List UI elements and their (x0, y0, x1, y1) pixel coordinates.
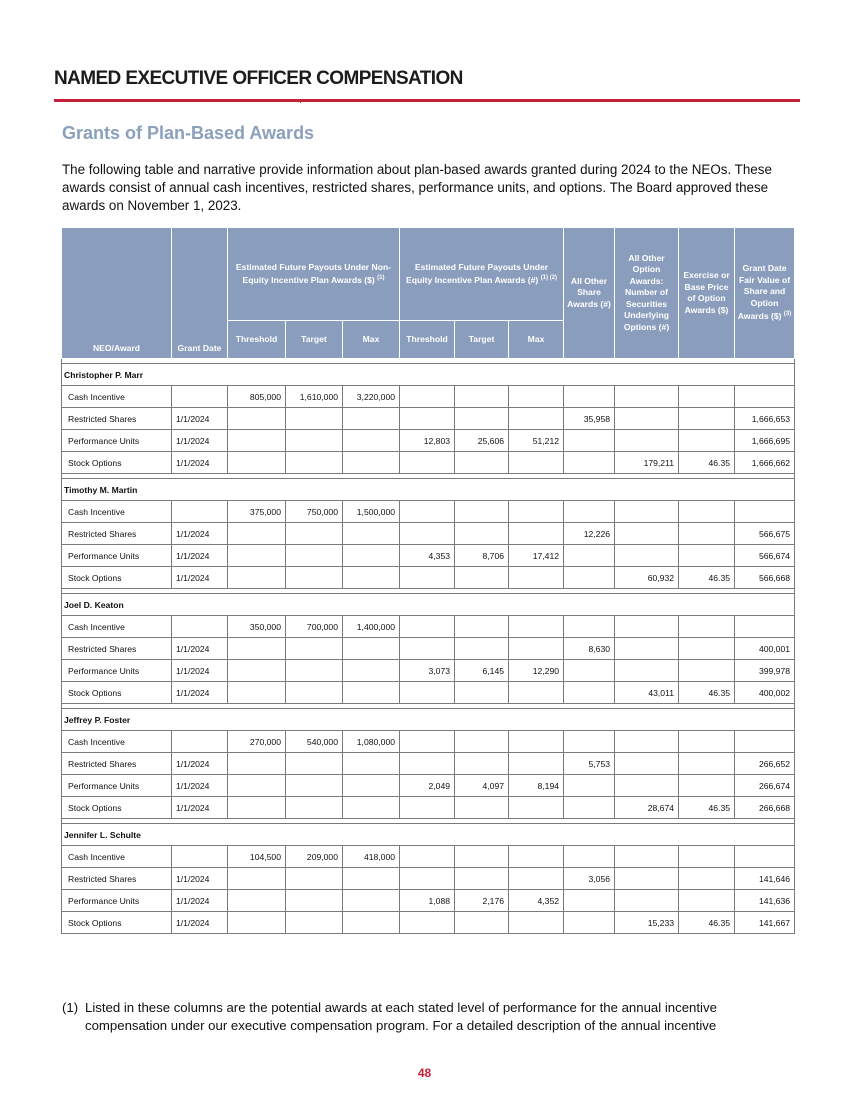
footnote-number: (1) (62, 1000, 79, 1015)
share-awards-cell (564, 775, 615, 797)
exercise-price-cell: 46.35 (679, 912, 735, 934)
table-row (62, 386, 795, 408)
fair-value-cell: 400,002 (735, 682, 795, 704)
ne-target-cell (286, 682, 343, 704)
e-target-cell (455, 523, 509, 545)
table-row (62, 452, 795, 474)
ne-threshold-cell (228, 912, 286, 934)
table-row (62, 430, 795, 452)
option-awards-cell (615, 753, 679, 775)
ne-max-cell (343, 868, 400, 890)
ne-max-cell (343, 912, 400, 934)
option-awards-cell (615, 430, 679, 452)
executive-name: Jeffrey P. Foster (62, 709, 795, 731)
ne-target-cell (286, 912, 343, 934)
e-target-cell (455, 753, 509, 775)
executive-name: Timothy M. Martin (62, 479, 795, 501)
fair-value-cell: 1,666,695 (735, 430, 795, 452)
table-row (62, 567, 795, 589)
table-row (62, 846, 795, 868)
award-cell: Performance Units (62, 775, 172, 797)
ne-threshold-cell (228, 452, 286, 474)
ne-threshold-cell: 104,500 (228, 846, 286, 868)
e-target-cell: 2,176 (455, 890, 509, 912)
ne-target-cell: 700,000 (286, 616, 343, 638)
e-threshold-cell (400, 523, 455, 545)
exercise-price-cell (679, 775, 735, 797)
award-cell: Cash Incentive (62, 501, 172, 523)
grant-date-cell: 1/1/2024 (172, 638, 228, 660)
e-target-cell (455, 912, 509, 934)
share-awards-cell: 35,958 (564, 408, 615, 430)
exercise-price-cell: 46.35 (679, 567, 735, 589)
share-awards-cell (564, 890, 615, 912)
ne-target-cell (286, 408, 343, 430)
e-threshold-cell (400, 753, 455, 775)
e-threshold-cell (400, 868, 455, 890)
table-row (62, 731, 795, 753)
table-row (62, 545, 795, 567)
ne-threshold-cell (228, 545, 286, 567)
header-e-target: Target (455, 321, 509, 359)
header-grant-date: Grant Date (172, 228, 228, 359)
rule-tick (300, 101, 301, 103)
fair-value-cell (735, 846, 795, 868)
exercise-price-cell (679, 731, 735, 753)
share-awards-cell (564, 731, 615, 753)
section-title: NAMED EXECUTIVE OFFICER COMPENSATION (54, 68, 463, 89)
exercise-price-cell (679, 638, 735, 660)
exercise-price-cell: 46.35 (679, 452, 735, 474)
table-row (62, 797, 795, 819)
e-threshold-cell (400, 408, 455, 430)
footnote (62, 999, 792, 1035)
fair-value-cell (735, 386, 795, 408)
ne-target-cell: 1,610,000 (286, 386, 343, 408)
ne-target-cell (286, 797, 343, 819)
section-rule (54, 99, 800, 102)
option-awards-cell (615, 731, 679, 753)
executive-name-row (62, 709, 795, 731)
ne-max-cell: 418,000 (343, 846, 400, 868)
award-cell: Restricted Shares (62, 638, 172, 660)
fair-value-cell: 566,674 (735, 545, 795, 567)
table-row (62, 523, 795, 545)
e-max-cell (509, 523, 564, 545)
ne-max-cell (343, 682, 400, 704)
e-max-cell (509, 638, 564, 660)
ne-threshold-cell: 375,000 (228, 501, 286, 523)
share-awards-cell (564, 501, 615, 523)
exercise-price-cell (679, 890, 735, 912)
e-max-cell (509, 682, 564, 704)
e-target-cell (455, 682, 509, 704)
header-non-equity-group: Estimated Future Payouts Under Non-Equity Incentive Plan Awards ($) $^{(1)}$ (228, 228, 400, 321)
ne-target-cell (286, 775, 343, 797)
exercise-price-cell: 46.35 (679, 797, 735, 819)
e-threshold-cell: 4,353 (400, 545, 455, 567)
share-awards-cell: 12,226 (564, 523, 615, 545)
e-max-cell: 17,412 (509, 545, 564, 567)
grants-table (61, 227, 795, 934)
e-threshold-cell: 12,803 (400, 430, 455, 452)
option-awards-cell (615, 775, 679, 797)
share-awards-cell (564, 616, 615, 638)
e-target-cell: 25,606 (455, 430, 509, 452)
ne-max-cell (343, 523, 400, 545)
e-threshold-cell (400, 797, 455, 819)
e-threshold-cell (400, 638, 455, 660)
ne-max-cell (343, 545, 400, 567)
page-subtitle: Grants of Plan-Based Awards (62, 123, 315, 143)
share-awards-cell: 3,056 (564, 868, 615, 890)
e-target-cell (455, 868, 509, 890)
option-awards-cell (615, 868, 679, 890)
fair-value-cell: 141,636 (735, 890, 795, 912)
option-awards-cell: 43,011 (615, 682, 679, 704)
e-target-cell: 8,706 (455, 545, 509, 567)
exercise-price-cell (679, 660, 735, 682)
grant-date-cell: 1/1/2024 (172, 753, 228, 775)
e-threshold-cell (400, 452, 455, 474)
option-awards-cell (615, 616, 679, 638)
ne-target-cell (286, 868, 343, 890)
e-threshold-cell (400, 386, 455, 408)
fair-value-cell: 1,666,662 (735, 452, 795, 474)
table-row (62, 682, 795, 704)
e-max-cell: 12,290 (509, 660, 564, 682)
option-awards-cell (615, 408, 679, 430)
grant-date-cell: 1/1/2024 (172, 868, 228, 890)
share-awards-cell (564, 430, 615, 452)
e-max-cell (509, 386, 564, 408)
grant-date-cell: 1/1/2024 (172, 523, 228, 545)
header-ne-max: Max (343, 321, 400, 359)
ne-target-cell: 540,000 (286, 731, 343, 753)
e-target-cell (455, 638, 509, 660)
e-threshold-cell (400, 682, 455, 704)
executive-name: Jennifer L. Schulte (62, 824, 795, 846)
ne-max-cell (343, 890, 400, 912)
ne-max-cell: 1,500,000 (343, 501, 400, 523)
exercise-price-cell (679, 846, 735, 868)
grant-date-cell (172, 386, 228, 408)
executive-name-row (62, 594, 795, 616)
ne-threshold-cell (228, 408, 286, 430)
fair-value-cell: 141,667 (735, 912, 795, 934)
ne-threshold-cell: 805,000 (228, 386, 286, 408)
table-row (62, 616, 795, 638)
e-threshold-cell (400, 912, 455, 934)
award-cell: Cash Incentive (62, 616, 172, 638)
executive-name-row (62, 479, 795, 501)
option-awards-cell (615, 846, 679, 868)
e-threshold-cell (400, 731, 455, 753)
ne-target-cell: 750,000 (286, 501, 343, 523)
option-awards-cell (615, 523, 679, 545)
option-awards-cell: 15,233 (615, 912, 679, 934)
award-cell: Restricted Shares (62, 523, 172, 545)
header-grant-fair-value: Grant Date Fair Value of Share and Option Awards ($) $^{(3)}$ (735, 228, 795, 359)
ne-max-cell (343, 430, 400, 452)
ne-threshold-cell (228, 523, 286, 545)
e-target-cell (455, 452, 509, 474)
ne-target-cell (286, 660, 343, 682)
header-ne-target: Target (286, 321, 343, 359)
ne-max-cell (343, 797, 400, 819)
executive-name: Joel D. Keaton (62, 594, 795, 616)
header-neo-award: NEO/Award (62, 228, 172, 359)
grant-date-cell: 1/1/2024 (172, 682, 228, 704)
ne-max-cell (343, 452, 400, 474)
ne-max-cell (343, 775, 400, 797)
grant-date-cell: 1/1/2024 (172, 567, 228, 589)
e-threshold-cell (400, 616, 455, 638)
share-awards-cell: 8,630 (564, 638, 615, 660)
table-row (62, 912, 795, 934)
fair-value-cell: 266,674 (735, 775, 795, 797)
e-threshold-cell (400, 846, 455, 868)
option-awards-cell: 179,211 (615, 452, 679, 474)
exercise-price-cell (679, 753, 735, 775)
e-target-cell (455, 408, 509, 430)
e-max-cell (509, 408, 564, 430)
share-awards-cell (564, 797, 615, 819)
table-row (62, 638, 795, 660)
ne-target-cell (286, 890, 343, 912)
grant-date-cell: 1/1/2024 (172, 912, 228, 934)
table-row (62, 501, 795, 523)
award-cell: Restricted Shares (62, 753, 172, 775)
ne-threshold-cell (228, 638, 286, 660)
option-awards-cell (615, 545, 679, 567)
e-target-cell (455, 731, 509, 753)
e-max-cell: 51,212 (509, 430, 564, 452)
e-threshold-cell (400, 567, 455, 589)
e-target-cell: 6,145 (455, 660, 509, 682)
e-target-cell (455, 386, 509, 408)
award-cell: Restricted Shares (62, 408, 172, 430)
intro-paragraph: The following table and narrative provide information about plan-based awards granted during 2024 to the NEOs. These awards consist of annual cash incentives, restricted shares, performance units, and options. The Board approved these awards on November 1, 2023. (62, 162, 772, 213)
e-max-cell: 4,352 (509, 890, 564, 912)
table-row (62, 408, 795, 430)
grant-date-cell: 1/1/2024 (172, 408, 228, 430)
fair-value-cell: 141,646 (735, 868, 795, 890)
grant-date-cell: 1/1/2024 (172, 430, 228, 452)
award-cell: Stock Options (62, 912, 172, 934)
grant-date-cell (172, 616, 228, 638)
share-awards-cell (564, 846, 615, 868)
exercise-price-cell (679, 523, 735, 545)
ne-threshold-cell (228, 682, 286, 704)
ne-threshold-cell (228, 430, 286, 452)
award-cell: Performance Units (62, 890, 172, 912)
table-row (62, 775, 795, 797)
grant-date-cell: 1/1/2024 (172, 452, 228, 474)
fair-value-cell: 266,668 (735, 797, 795, 819)
footnote-text: Listed in these columns are the potential awards at each stated level of performance for the annual incentive compensation under our executive compensation program. For a detailed description of the annual incentive (85, 1000, 717, 1033)
award-cell: Cash Incentive (62, 386, 172, 408)
e-max-cell (509, 912, 564, 934)
e-max-cell (509, 846, 564, 868)
table-row (62, 890, 795, 912)
award-cell: Performance Units (62, 430, 172, 452)
executive-name: Christopher P. Marr (62, 364, 795, 386)
ne-target-cell (286, 523, 343, 545)
header-all-other-share: All Other Share Awards (#) (564, 228, 615, 359)
grant-date-cell (172, 501, 228, 523)
header-ne-threshold: Threshold (228, 321, 286, 359)
award-cell: Stock Options (62, 682, 172, 704)
award-cell: Cash Incentive (62, 731, 172, 753)
fair-value-cell: 266,652 (735, 753, 795, 775)
award-cell: Cash Incentive (62, 846, 172, 868)
ne-threshold-cell (228, 890, 286, 912)
ne-max-cell: 1,080,000 (343, 731, 400, 753)
e-target-cell (455, 567, 509, 589)
award-cell: Performance Units (62, 545, 172, 567)
ne-max-cell (343, 753, 400, 775)
ne-target-cell (286, 753, 343, 775)
exercise-price-cell (679, 386, 735, 408)
header-e-max: Max (509, 321, 564, 359)
e-target-cell (455, 501, 509, 523)
e-max-cell (509, 868, 564, 890)
fair-value-cell (735, 731, 795, 753)
executive-name-row (62, 824, 795, 846)
share-awards-cell (564, 545, 615, 567)
ne-threshold-cell (228, 775, 286, 797)
grant-date-cell: 1/1/2024 (172, 775, 228, 797)
ne-max-cell (343, 408, 400, 430)
ne-threshold-cell (228, 660, 286, 682)
fair-value-cell: 399,978 (735, 660, 795, 682)
table-row (62, 660, 795, 682)
ne-threshold-cell: 270,000 (228, 731, 286, 753)
share-awards-cell (564, 567, 615, 589)
award-cell: Stock Options (62, 452, 172, 474)
fair-value-cell: 400,001 (735, 638, 795, 660)
ne-target-cell (286, 452, 343, 474)
e-threshold-cell: 3,073 (400, 660, 455, 682)
e-target-cell (455, 616, 509, 638)
ne-threshold-cell (228, 797, 286, 819)
share-awards-cell (564, 660, 615, 682)
exercise-price-cell (679, 868, 735, 890)
option-awards-cell (615, 638, 679, 660)
e-max-cell (509, 501, 564, 523)
e-max-cell (509, 616, 564, 638)
grant-date-cell: 1/1/2024 (172, 545, 228, 567)
award-cell: Stock Options (62, 567, 172, 589)
share-awards-cell (564, 452, 615, 474)
header-all-other-option: All Other Option Awards: Number of Securities Underlying Options (#) (615, 228, 679, 359)
ne-max-cell (343, 638, 400, 660)
e-max-cell (509, 797, 564, 819)
ne-threshold-cell (228, 753, 286, 775)
header-e-threshold: Threshold (400, 321, 455, 359)
share-awards-cell (564, 912, 615, 934)
e-target-cell (455, 846, 509, 868)
fair-value-cell: 566,668 (735, 567, 795, 589)
e-threshold-cell: 1,088 (400, 890, 455, 912)
executive-name-row (62, 364, 795, 386)
e-max-cell (509, 567, 564, 589)
grant-date-cell (172, 846, 228, 868)
e-max-cell (509, 731, 564, 753)
exercise-price-cell: 46.35 (679, 682, 735, 704)
e-target-cell (455, 797, 509, 819)
exercise-price-cell (679, 545, 735, 567)
option-awards-cell: 28,674 (615, 797, 679, 819)
fair-value-cell (735, 616, 795, 638)
header-equity-group: Estimated Future Payouts Under Equity Incentive Plan Awards (#) $^{(1) (2)}$ (400, 228, 564, 321)
ne-threshold-cell (228, 567, 286, 589)
award-cell: Stock Options (62, 797, 172, 819)
grant-date-cell: 1/1/2024 (172, 890, 228, 912)
award-cell: Restricted Shares (62, 868, 172, 890)
option-awards-cell (615, 890, 679, 912)
ne-target-cell (286, 567, 343, 589)
page-number: 48 (417, 1066, 432, 1080)
exercise-price-cell (679, 408, 735, 430)
ne-max-cell (343, 660, 400, 682)
option-awards-cell: 60,932 (615, 567, 679, 589)
exercise-price-cell (679, 616, 735, 638)
exercise-price-cell (679, 501, 735, 523)
header-exercise-price: Exercise or Base Price of Option Awards ($) (679, 228, 735, 359)
option-awards-cell (615, 501, 679, 523)
e-threshold-cell: 2,049 (400, 775, 455, 797)
ne-target-cell (286, 545, 343, 567)
e-max-cell (509, 753, 564, 775)
share-awards-cell (564, 386, 615, 408)
ne-max-cell (343, 567, 400, 589)
grant-date-cell: 1/1/2024 (172, 660, 228, 682)
ne-target-cell (286, 638, 343, 660)
fair-value-cell (735, 501, 795, 523)
grants-table-body (62, 359, 795, 934)
fair-value-cell: 1,666,653 (735, 408, 795, 430)
e-threshold-cell (400, 501, 455, 523)
e-max-cell: 8,194 (509, 775, 564, 797)
grant-date-cell: 1/1/2024 (172, 797, 228, 819)
ne-target-cell: 209,000 (286, 846, 343, 868)
table-row (62, 868, 795, 890)
e-max-cell (509, 452, 564, 474)
option-awards-cell (615, 386, 679, 408)
fair-value-cell: 566,675 (735, 523, 795, 545)
e-target-cell: 4,097 (455, 775, 509, 797)
ne-max-cell: 1,400,000 (343, 616, 400, 638)
share-awards-cell (564, 682, 615, 704)
option-awards-cell (615, 660, 679, 682)
share-awards-cell: 5,753 (564, 753, 615, 775)
ne-threshold-cell: 350,000 (228, 616, 286, 638)
exercise-price-cell (679, 430, 735, 452)
ne-max-cell: 3,220,000 (343, 386, 400, 408)
grant-date-cell (172, 731, 228, 753)
table-row (62, 753, 795, 775)
ne-target-cell (286, 430, 343, 452)
ne-threshold-cell (228, 868, 286, 890)
award-cell: Performance Units (62, 660, 172, 682)
